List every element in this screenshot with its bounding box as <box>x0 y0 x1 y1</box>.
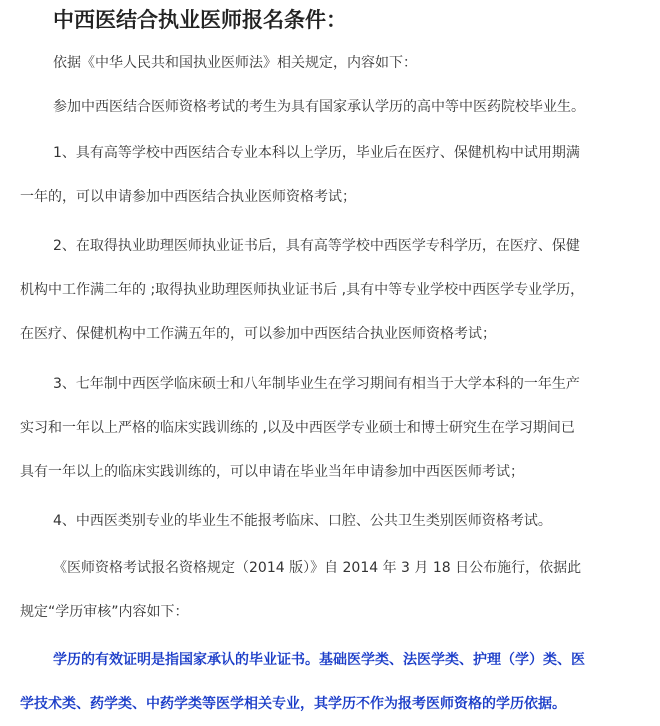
item-1-line-2: 一年的，可以申请参加中西医结合执业医师资格考试； <box>20 189 356 205</box>
item-1-paragraph <box>20 131 640 219</box>
note-line-1: 学历的有效证明是指国家承认的毕业证书。基础医学类、法医学类、护理（学）类、医 <box>53 652 585 668</box>
rule-paragraph <box>20 546 640 634</box>
item-4-paragraph <box>20 499 640 543</box>
intro-line: 依据《中华人民共和国执业医师法》相关规定，内容如下： <box>53 55 417 71</box>
item-3-paragraph <box>20 362 640 494</box>
rule-line-2: 规定“学历审核”内容如下： <box>20 604 189 620</box>
item-2-paragraph <box>20 224 640 356</box>
note-line-2: 学技术类、药学类、中药学类等医学相关专业，其学历不作为报考医师资格的学历依据。 <box>20 696 566 712</box>
rule-line-1: 《医师资格考试报名资格规定（2014 版）》自 2014 年 3 月 18 日公布施行，依据此 <box>53 560 582 576</box>
requirement-line: 参加中西医结合医师资格考试的考生为具有国家承认学历的高中等中医药院校毕业生。 <box>53 99 585 115</box>
requirement-paragraph <box>20 85 640 129</box>
highlight-note-paragraph <box>20 638 640 726</box>
item-2-line-3: 在医疗、保健机构中工作满五年的，可以参加中西医结合执业医师资格考试； <box>20 326 496 342</box>
item-3-line-2: 实习和一年以上严格的临床实践训练的 ,以及中西医学专业硕士和博士研究生在学习期间已 <box>20 420 575 436</box>
item-4-line-1: 4、中西医类别专业的毕业生不能报考临床、口腔、公共卫生类别医师资格考试。 <box>53 513 552 529</box>
item-3-line-1: 3、七年制中西医学临床硕士和八年制毕业生在学习期间有相当于大学本科的一年生产 <box>53 376 580 392</box>
item-1-line-1: 1、具有高等学校中西医结合专业本科以上学历，毕业后在医疗、保健机构中试用期满 <box>53 145 580 161</box>
item-2-line-1: 2、在取得执业助理医师执业证书后，具有高等学校中西医学专科学历，在医疗、保健 <box>53 238 580 254</box>
item-3-line-3: 具有一年以上的临床实践训练的，可以申请在毕业当年申请参加中西医医师考试； <box>20 464 524 480</box>
page-title: 中西医结合执业医师报名条件： <box>53 8 347 32</box>
intro-paragraph <box>20 41 640 85</box>
item-2-line-2: 机构中工作满二年的 ;取得执业助理医师执业证书后 ,具有中等专业学校中西医学专业学历， <box>20 282 585 298</box>
